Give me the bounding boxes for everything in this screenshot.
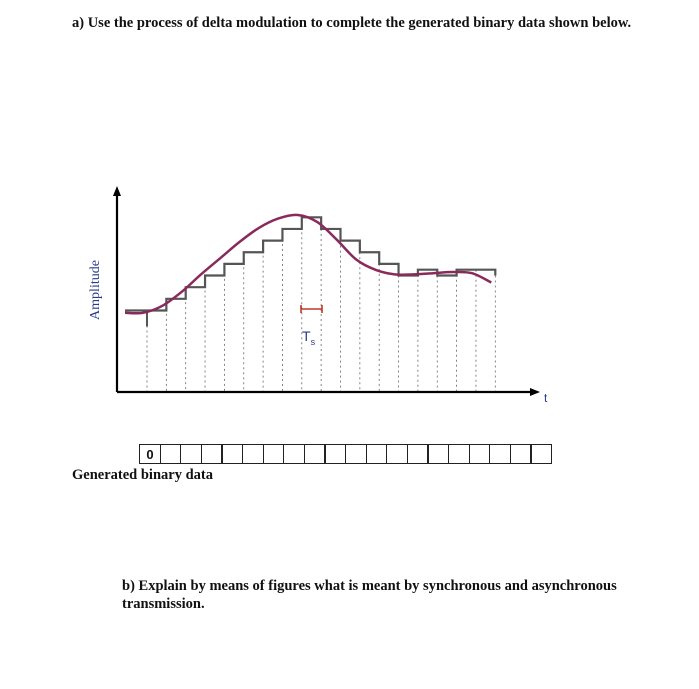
binary-cell-15 (427, 444, 449, 464)
sampling-period-subscript: s (310, 337, 316, 347)
delta-modulation-figure (80, 180, 560, 420)
binary-cell-12 (366, 444, 388, 464)
sample-gridlines (147, 217, 495, 392)
binary-cell-5 (221, 444, 243, 464)
delta-modulation-chart (80, 180, 560, 420)
staircase-path (125, 217, 495, 310)
binary-cell-10 (324, 444, 346, 464)
binary-cell-11 (345, 444, 367, 464)
binary-cell-4 (201, 444, 223, 464)
y-axis-arrow (113, 186, 121, 196)
question-a-text: a) Use the process of delta modulation to complete the generated binary data shown below. (72, 15, 632, 31)
binary-cell-2 (160, 444, 182, 464)
x-axis-label: t (544, 391, 548, 405)
binary-cell-8 (283, 444, 305, 464)
binary-cell-19 (510, 444, 532, 464)
question-b-text: b) Explain by means of figures what is meant by synchronous and asynchronous transmission. (122, 578, 617, 612)
sampling-period-label: $T_s$ (302, 328, 316, 347)
binary-cell-17 (469, 444, 491, 464)
binary-cell-3 (180, 444, 202, 464)
binary-cell-14 (407, 444, 429, 464)
binary-cell-7 (263, 444, 285, 464)
binary-cell-13 (386, 444, 408, 464)
binary-cell-16 (448, 444, 470, 464)
binary-cell-20 (530, 444, 552, 464)
binary-cell-9 (304, 444, 326, 464)
amplitude-axis-label: Amplitude (88, 260, 103, 320)
binary-cell-18 (489, 444, 511, 464)
binary-cell-6 (242, 444, 264, 464)
binary-cell-1: 0 (139, 444, 161, 464)
x-axis-arrow (530, 388, 540, 396)
binary-data-caption: Generated binary data (72, 467, 213, 483)
binary-data-row (139, 444, 551, 464)
